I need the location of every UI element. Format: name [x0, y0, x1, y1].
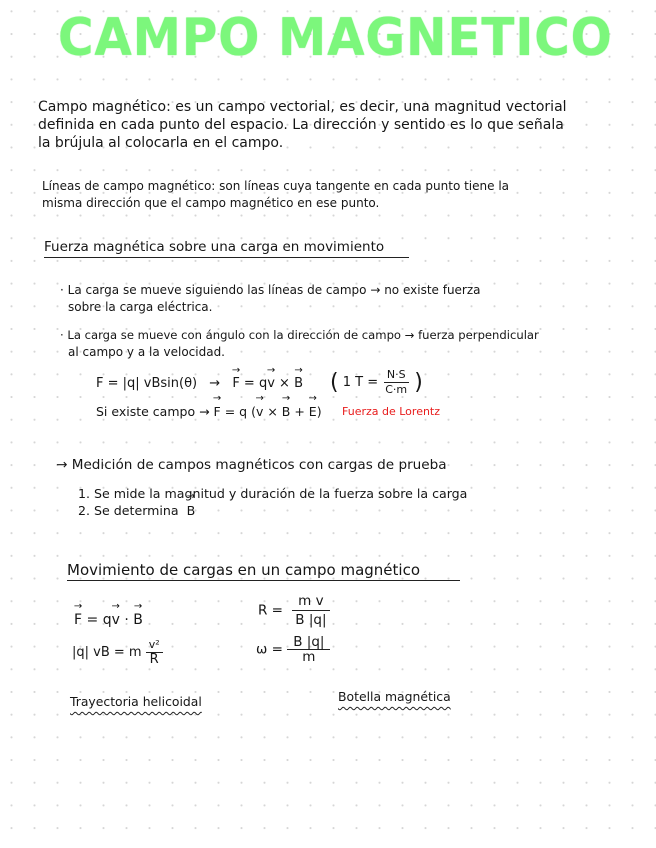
- vector-v: → v: [267, 376, 275, 391]
- bullet-line: · La carga se mueve con ángulo con la dirección de campo → fuerza perpendicular: [60, 328, 539, 342]
- eq-text: F = |q| vBsin(θ): [96, 376, 198, 391]
- text-line: Campo magnético: es un campo vectorial, es decir, una magnitud vectorial: [38, 99, 567, 115]
- vector-B: → B: [187, 502, 196, 519]
- vector-F: → F: [214, 404, 221, 419]
- denominator: R: [149, 652, 159, 667]
- formula-force-vector: [74, 612, 143, 628]
- text-line: misma dirección que el campo magnético en ese punto.: [42, 196, 380, 210]
- eq-text: ×: [274, 376, 295, 391]
- denominator: m: [302, 649, 316, 665]
- section-heading: Movimiento de cargas en un campo magnético: [67, 562, 460, 581]
- eq-text: ): [316, 404, 322, 419]
- vector-F: → F: [74, 612, 82, 628]
- bullet-line: · La carga se mueve siguiendo las líneas de campo → no existe fuerza: [60, 283, 481, 297]
- fraction: [287, 635, 330, 664]
- text-line: definida en cada punto del espacio. La dirección y sentido es lo que señala: [38, 117, 564, 133]
- eq-text: Si existe campo →: [96, 404, 210, 419]
- paren-close: ): [414, 370, 423, 395]
- vector-v: → v: [256, 404, 263, 419]
- eq-text: +: [290, 404, 309, 419]
- vector-v: → v: [112, 612, 120, 628]
- fraction: [289, 592, 332, 629]
- step-item: 1. Se mide la magnitud y duración de la fuerza sobre la carga: [78, 486, 468, 501]
- eq-text: ω =: [256, 641, 283, 658]
- formula-angular-frequency: [256, 635, 330, 664]
- vector-B: → B: [282, 404, 291, 419]
- text-line: la brújula al colocarla en el campo.: [38, 135, 284, 151]
- bullet-line: al campo y a la velocidad.: [68, 345, 225, 359]
- eq-text: R =: [258, 602, 283, 619]
- bullet-line: sobre la carga eléctrica.: [68, 300, 213, 314]
- step-item: [78, 502, 195, 519]
- equation-lorentz: [96, 404, 322, 419]
- eq-text: = q (: [220, 404, 256, 419]
- vector-B: → B: [294, 376, 303, 391]
- text-line: Líneas de campo magnético: son líneas cuya tangente en cada punto tiene la: [42, 179, 510, 193]
- eq-text: = q: [82, 612, 112, 628]
- denominator: C·m: [385, 383, 408, 396]
- eq-text: ×: [263, 404, 282, 419]
- fraction: [146, 638, 163, 667]
- section-heading: Fuerza magnética sobre una carga en movimiento: [44, 239, 409, 258]
- formula-centripetal: [72, 638, 163, 667]
- equation-force-magnitude: [96, 376, 303, 391]
- arrow-icon: →: [209, 376, 221, 391]
- vector-E: → E: [309, 404, 317, 419]
- numerator: m v: [292, 592, 329, 611]
- vector-F: → F: [232, 376, 239, 391]
- section-heading: → Medición de campos magnéticos con cargas de prueba: [56, 457, 447, 473]
- paren-open: (: [330, 370, 339, 395]
- lorentz-label: Fuerza de Lorentz: [342, 405, 441, 418]
- subtopic-botella: Botella magnética: [338, 689, 451, 704]
- eq-text: ·: [119, 612, 134, 628]
- equation-tesla-unit: [330, 368, 423, 397]
- denominator: B |q|: [295, 612, 327, 628]
- subtopic-trayectoria: Trayectoria helicoidal: [70, 694, 202, 709]
- vector-B: → B: [133, 612, 143, 628]
- eq-text: |q| vB = m: [72, 645, 142, 660]
- formula-radius: [258, 592, 333, 629]
- numerator: v²: [146, 638, 163, 653]
- numerator: N·S: [384, 368, 409, 383]
- numerator: B |q|: [287, 635, 330, 650]
- fraction: [382, 368, 410, 397]
- page-title: CAMPO MAGNETICO: [58, 8, 613, 68]
- step-text: 2. Se determina: [78, 503, 179, 518]
- eq-text: 1 T =: [342, 375, 379, 390]
- eq-text: = q: [239, 376, 268, 391]
